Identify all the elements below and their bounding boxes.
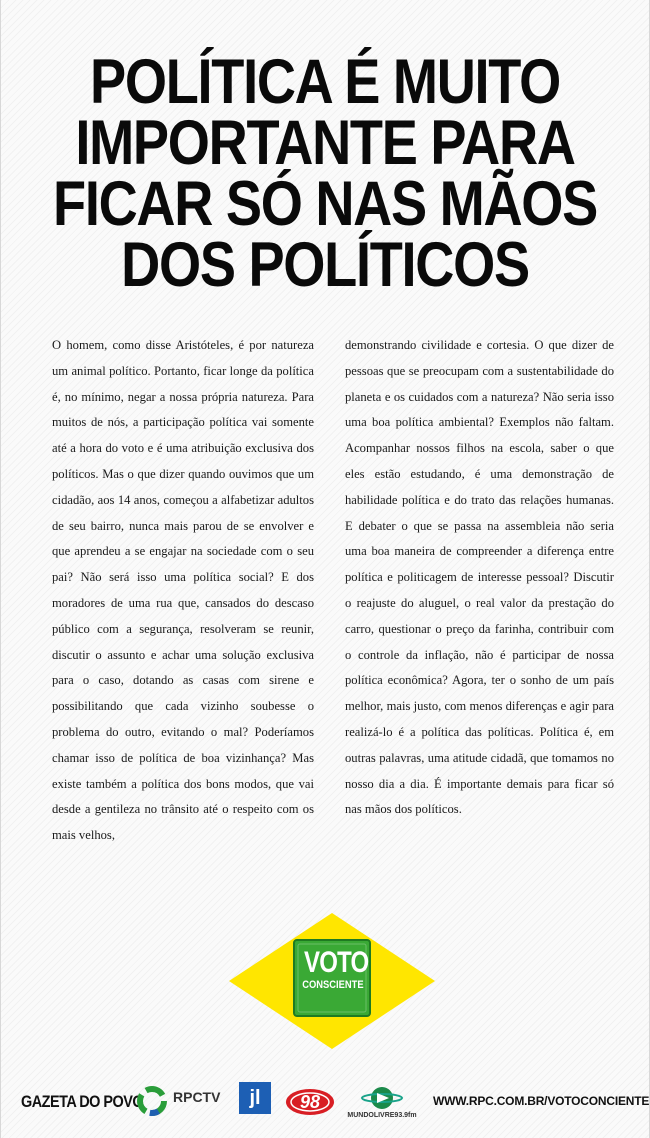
headline-line-1: POLÍTICA É MUITO: [89, 47, 560, 117]
website-url[interactable]: WWW.RPC.COM.BR/VOTOCONCIENTE: [433, 1094, 650, 1108]
headline-line-4: DOS POLÍTICOS: [121, 230, 529, 300]
headline-line-2: IMPORTANTE PARA: [75, 108, 575, 178]
gazeta-do-povo-logo: GAZETA DO POVO: [21, 1092, 144, 1111]
body-column-right: demonstrando civilidade e cortesia. O que dizer de pessoas que se preocupam com a sustentabilidade do planeta e os cuidados com a natureza? Não seria isso uma boa política ambiental? Exemplos não faltam. Acompanhar nossos filhos na escola, saber o que eles estão estudando, é uma demonstração de habilidade política e do trato das relações humanas. E debater o que se passa na assembleia não seria uma boa maneira de compreender a diferença entre política e politicagem de interesse pessoal? Discutir o reajuste do aluguel, o real valor da prestação do carro, questionar o preço da farinha, contribuir com o controle da inflação, não é participar de nossa política econômica? Agora, ter o sonho de um país melhor, mais justo, com menos diferenças e agir para realizá-lo é a política das políticas. Política é, em outras palavras, uma atitude cidadã, que tomamos no nosso dia a dia. É importante demais para ficar só nas mãos dos políticos.: [345, 338, 614, 817]
rpctv-label: RPCTV: [173, 1089, 221, 1105]
logo-text: [297, 948, 367, 992]
logo-consciente: CONSCIENTE: [302, 979, 364, 991]
body-columns: [52, 333, 614, 849]
logo-voto: VOTO: [304, 946, 369, 979]
rpctv-ring-icon: [135, 1084, 171, 1118]
rpctv-logo: [135, 1084, 227, 1118]
body-column-left: O homem, como disse Aristóteles, é por natureza um animal político. Portanto, ficar longe da política é, no mínimo, negar a nossa própria natureza. Para muitos de nós, a participação política vai somente até a hora do voto e é uma atribuição exclusiva dos políticos. Mas o que dizer quando ouvimos que um cidadão, aos 14 anos, começou a alfabetizar adultos de seu bairro, nunca mais parou de se envolver e que aprendeu a se engajar na sociedade com o seu pai? Não será isso uma política social? E dos moradores de uma rua que, cansados do descaso público com a segurança, resolveram se reunir, discutir o assunto e achar uma solução exclusiva para o caso, dotando as casas com sirene e possibilitando que cada vizinho soubesse o problema do outro, evitando o mal? Poderíamos chamar isso de política de boa vizinhança? Mas existe também a política dos bons modos, que vai desde a gentileza no trânsito até o respeito com os mais velhos,: [52, 338, 314, 843]
radio-98-logo: [285, 1088, 335, 1116]
headline: [1, 47, 649, 300]
sponsor-footer: [1, 1080, 649, 1130]
mundo-livre-globe-icon: [347, 1084, 417, 1112]
mundo-livre-logo: [347, 1084, 417, 1124]
radio-98-label: 98: [299, 1092, 321, 1112]
jornal-de-londrina-logo: [239, 1082, 271, 1122]
voto-consciente-logo: [227, 911, 437, 1051]
jl-label: jl: [239, 1082, 271, 1114]
mundo-livre-label: MUNDOLIVRE93.9fm: [347, 1112, 417, 1119]
headline-line-3: FICAR SÓ NAS MÃOS: [53, 169, 597, 239]
